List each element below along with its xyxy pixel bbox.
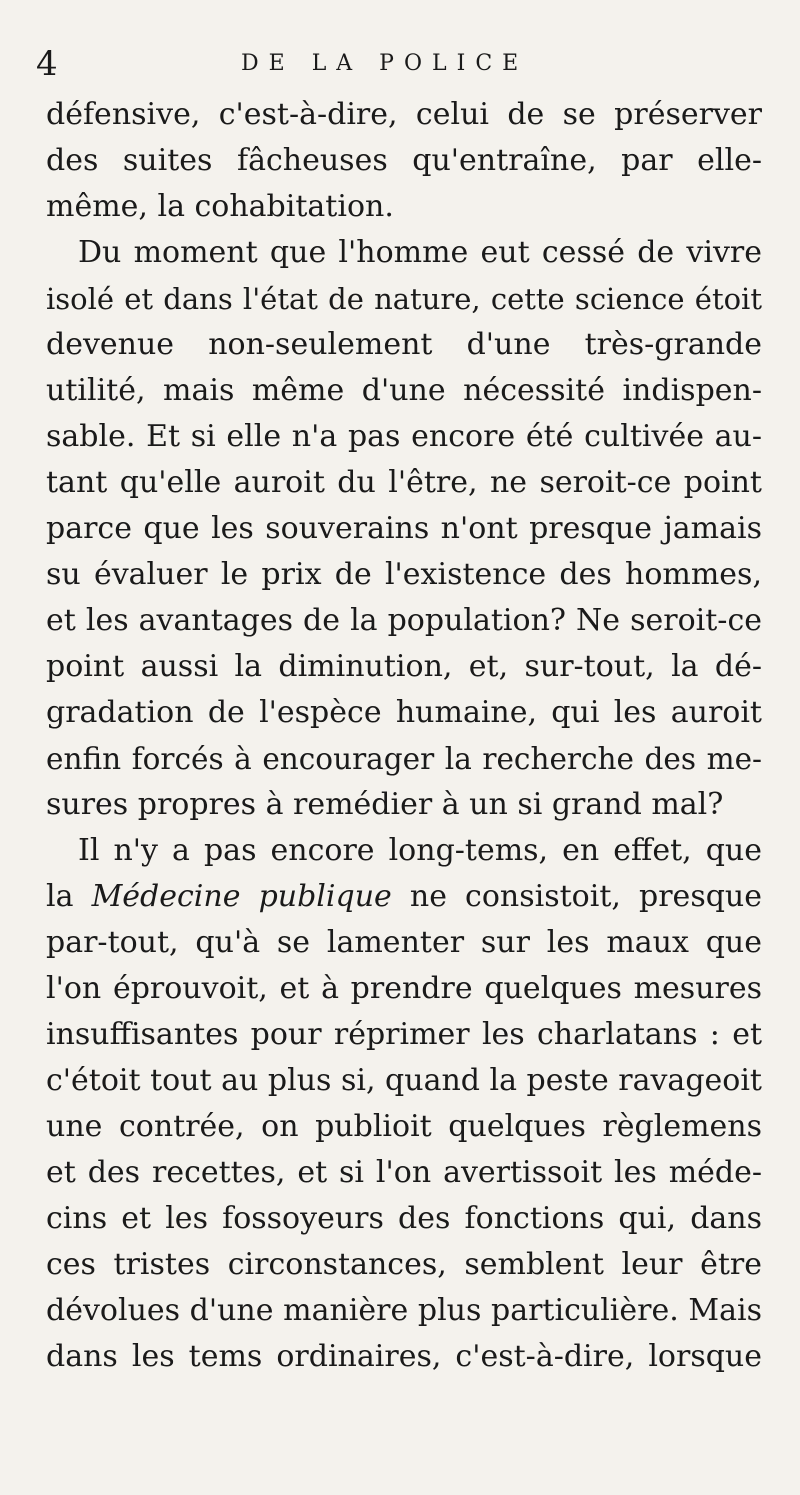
text-line: isolé et dans l'état de nature, cette science étoit (46, 282, 762, 316)
text-line: l'on éprouvoit, et à prendre quelques mesures (46, 971, 762, 1006)
text-line: même, la cohabitation. (46, 189, 394, 224)
text-line: dévolues d'une manière plus particulière. Mais (46, 1293, 762, 1328)
page-header (36, 44, 756, 84)
text-line: gradation de l'espèce humaine, qui les auroit (46, 695, 762, 730)
text-line: su évaluer le prix de l'existence des hommes, (46, 557, 762, 592)
italic-phrase: Médecine publique (91, 879, 392, 914)
text-line: ces tristes circonstances, semblent leur être (46, 1247, 762, 1282)
text-line: des suites fâcheuses qu'entraîne, par elle- (46, 143, 762, 178)
text-line: point aussi la diminution, et, sur-tout, la dé- (46, 649, 762, 684)
text-line: Il n'y a pas encore long-tems, en effet, que (78, 833, 762, 868)
text-line: cins et les fossoyeurs des fonctions qui, dans (46, 1201, 762, 1236)
text-line: une contrée, on publioit quelques règlemens (46, 1109, 762, 1144)
body-text (46, 92, 762, 1380)
text-line: Du moment que l'homme eut cessé de vivre (78, 235, 762, 270)
text-line: enfin forcés à encourager la recherche des me- (46, 742, 762, 776)
text-line: sures propres à remédier à un si grand mal? (46, 787, 724, 822)
text-line-with-italic (46, 874, 762, 920)
text-fragment: ne consistoit, presque (391, 879, 762, 914)
text-line: par-tout, qu'à se lamenter sur les maux que (46, 925, 762, 960)
text-line: sable. Et si elle n'a pas encore été cultivée au- (46, 419, 762, 454)
text-line: et des recettes, et si l'on avertissoit les méde- (46, 1155, 762, 1190)
text-line: et les avantages de la population? Ne seroit-ce (46, 603, 762, 638)
text-line: parce que les souverains n'ont presque jamais (46, 511, 762, 546)
text-line: utilité, mais même d'une nécessité indispen- (46, 373, 762, 408)
running-head: DE LA POLICE (241, 51, 529, 76)
text-line: tant qu'elle auroit du l'être, ne seroit-ce point (46, 465, 762, 500)
page-number: 4 (36, 44, 58, 84)
text-line: c'étoit tout au plus si, quand la peste ravageoit (46, 1063, 762, 1098)
text-fragment: la (46, 879, 92, 914)
text-line: défensive, c'est-à-dire, celui de se préserver (46, 97, 762, 132)
text-line: insuffisantes pour réprimer les charlatans : et (46, 1017, 762, 1052)
text-line: dans les tems ordinaires, c'est-à-dire, lorsque (46, 1339, 762, 1374)
text-line: devenue non-seulement d'une très-grande (46, 327, 762, 362)
